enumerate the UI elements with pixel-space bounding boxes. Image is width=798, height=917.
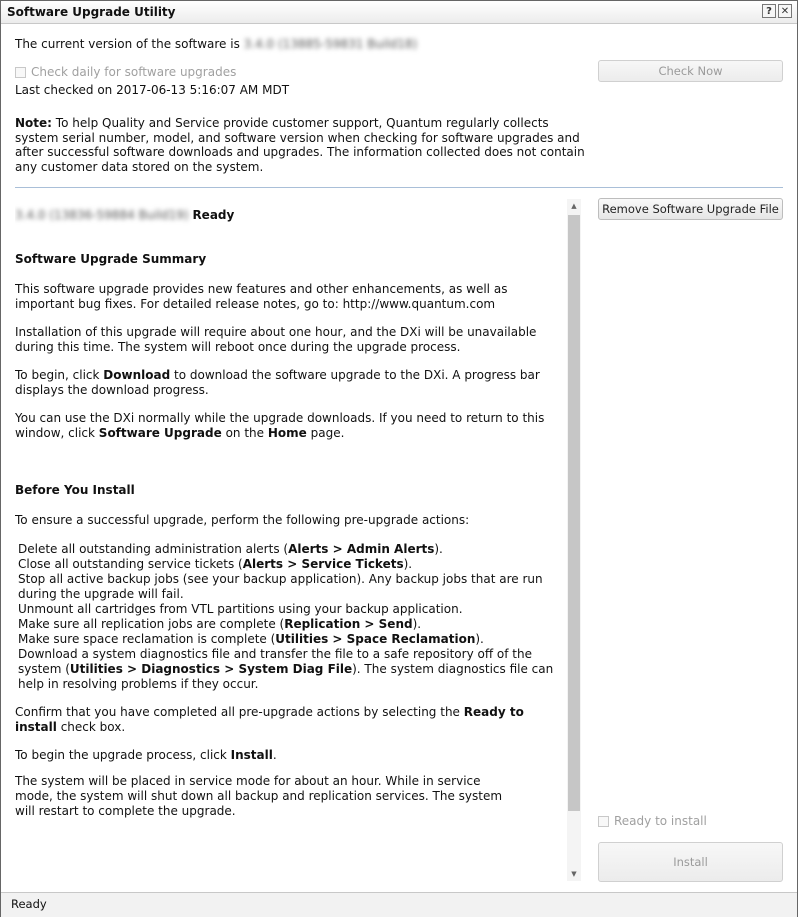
summary-intro: This software upgrade provides new features and other enhancements, as well as important bug fixes. For detailed release notes, go to: http://www.quantum.com (15, 282, 508, 311)
current-version-label: The current version of the software is (15, 37, 240, 51)
upgrade-version: 3.4.0 (13836-59884 Build19) (15, 208, 189, 222)
upgrade-status: Ready (192, 208, 235, 222)
begin-install-post: . (272, 748, 277, 762)
action-text: ). (475, 632, 484, 646)
action-path: Utilities > Space Reclamation (275, 632, 476, 646)
action-item (18, 617, 563, 632)
before-install-heading: Before You Install (15, 483, 135, 497)
summary-heading: Software Upgrade Summary (15, 252, 207, 266)
action-text: Download a system diagnostics file and transfer the file to a safe repository off of the system ( (18, 647, 532, 676)
scroll-up-icon[interactable]: ▲ (571, 202, 577, 210)
ready-to-install-row[interactable] (598, 814, 707, 828)
action-text: Make sure space reclamation is complete ( (18, 632, 276, 646)
daily-check-row[interactable] (15, 65, 236, 79)
summary-begin-post: to download the software upgrade to the DXi. A progress bar displays the download progress. (15, 368, 540, 397)
summary-use-post: page. (310, 426, 345, 440)
action-text: ). (403, 557, 413, 571)
status-text: Ready (11, 897, 47, 911)
ready-to-install-checkbox[interactable] (598, 816, 609, 827)
action-path: Utilities > Diagnostics > System Diag File (69, 662, 353, 676)
current-version-line (15, 37, 417, 51)
note-label: Note: (15, 116, 52, 130)
details-scrollbar[interactable] (567, 199, 581, 881)
summary-use (15, 411, 563, 441)
summary-begin-text: To begin, click (15, 368, 100, 382)
pre-upgrade-actions-list (15, 542, 563, 692)
confirm-paragraph (15, 705, 563, 735)
service-mode-paragraph: The system will be placed in service mode for about an hour. While in service mode, the system will shut down all backup and replication services. The system will restart to complete the upgrade. (15, 774, 503, 818)
action-text: ). (434, 542, 443, 556)
action-item (18, 557, 563, 572)
install-button[interactable]: Install (598, 842, 783, 882)
install-term: Install (230, 748, 273, 762)
begin-install-paragraph (15, 748, 563, 763)
note-paragraph (15, 116, 590, 174)
action-item (18, 542, 563, 557)
summary-use-text: You can use the DXi normally while the upgrade downloads. If you need to return to this window, click (15, 411, 545, 440)
section-divider (15, 187, 783, 188)
action-path: Alerts > Admin Alerts (288, 542, 435, 556)
note-text: To help Quality and Service provide customer support, Quantum regularly collects system serial number, model, and software version when checking for software upgrades and after successful software downloads and upgrades. The information collected does not contain any customer data stored on the system. (15, 116, 585, 174)
download-term: Download (103, 368, 171, 382)
close-icon[interactable]: ✕ (778, 4, 792, 18)
home-term: Home (267, 426, 307, 440)
confirm-post: check box. (60, 720, 126, 734)
action-text: Make sure all replication jobs are complete ( (18, 617, 285, 631)
remove-upgrade-file-button[interactable]: Remove Software Upgrade File (598, 198, 783, 220)
action-item (18, 647, 563, 692)
action-text: Close all outstanding service tickets ( (18, 557, 243, 571)
upgrade-version-line (15, 208, 563, 223)
window-title: Software Upgrade Utility (7, 5, 176, 19)
confirm-text: Confirm that you have completed all pre-upgrade actions by selecting the (15, 705, 460, 719)
action-item (18, 632, 563, 647)
action-text: ). (412, 617, 422, 631)
last-checked-text: Last checked on 2017-06-13 5:16:07 AM MDT (15, 83, 290, 97)
action-text: ). The system diagnostics file can help in resolving problems if they occur. (18, 662, 554, 691)
help-icon[interactable]: ? (762, 4, 776, 18)
action-item: Unmount all cartridges from VTL partitions using your backup application. (18, 602, 463, 616)
before-intro: To ensure a successful upgrade, perform the following pre-upgrade actions: (15, 513, 470, 527)
action-path: Replication > Send (284, 617, 413, 631)
daily-check-checkbox[interactable] (15, 67, 26, 78)
daily-check-label: Check daily for software upgrades (31, 65, 237, 79)
begin-install-text: To begin the upgrade process, click (15, 748, 227, 762)
ready-to-install-term: Ready to install (15, 705, 524, 734)
summary-begin (15, 368, 563, 398)
action-path: Alerts > Service Tickets (242, 557, 404, 571)
software-upgrade-term: Software Upgrade (98, 426, 222, 440)
scroll-down-icon[interactable]: ▼ (571, 870, 577, 878)
summary-install-time: Installation of this upgrade will require about one hour, and the DXi will be unavailable during this time. The system will reboot once during the upgrade process. (15, 325, 537, 354)
ready-to-install-label: Ready to install (614, 814, 707, 828)
check-now-button[interactable]: Check Now (598, 60, 783, 82)
upgrade-details-panel (15, 197, 563, 881)
action-item: Stop all active backup jobs (see your backup application). Any backup jobs that are run during the upgrade will fail. (18, 572, 543, 601)
status-bar (1, 892, 797, 917)
scroll-thumb[interactable] (568, 215, 580, 811)
current-version-value: 3.4.0 (13885-59831 Build18) (243, 37, 418, 51)
summary-use-mid: on the (225, 426, 265, 440)
title-bar (1, 1, 797, 24)
action-text: Delete all outstanding administration alerts ( (18, 542, 289, 556)
